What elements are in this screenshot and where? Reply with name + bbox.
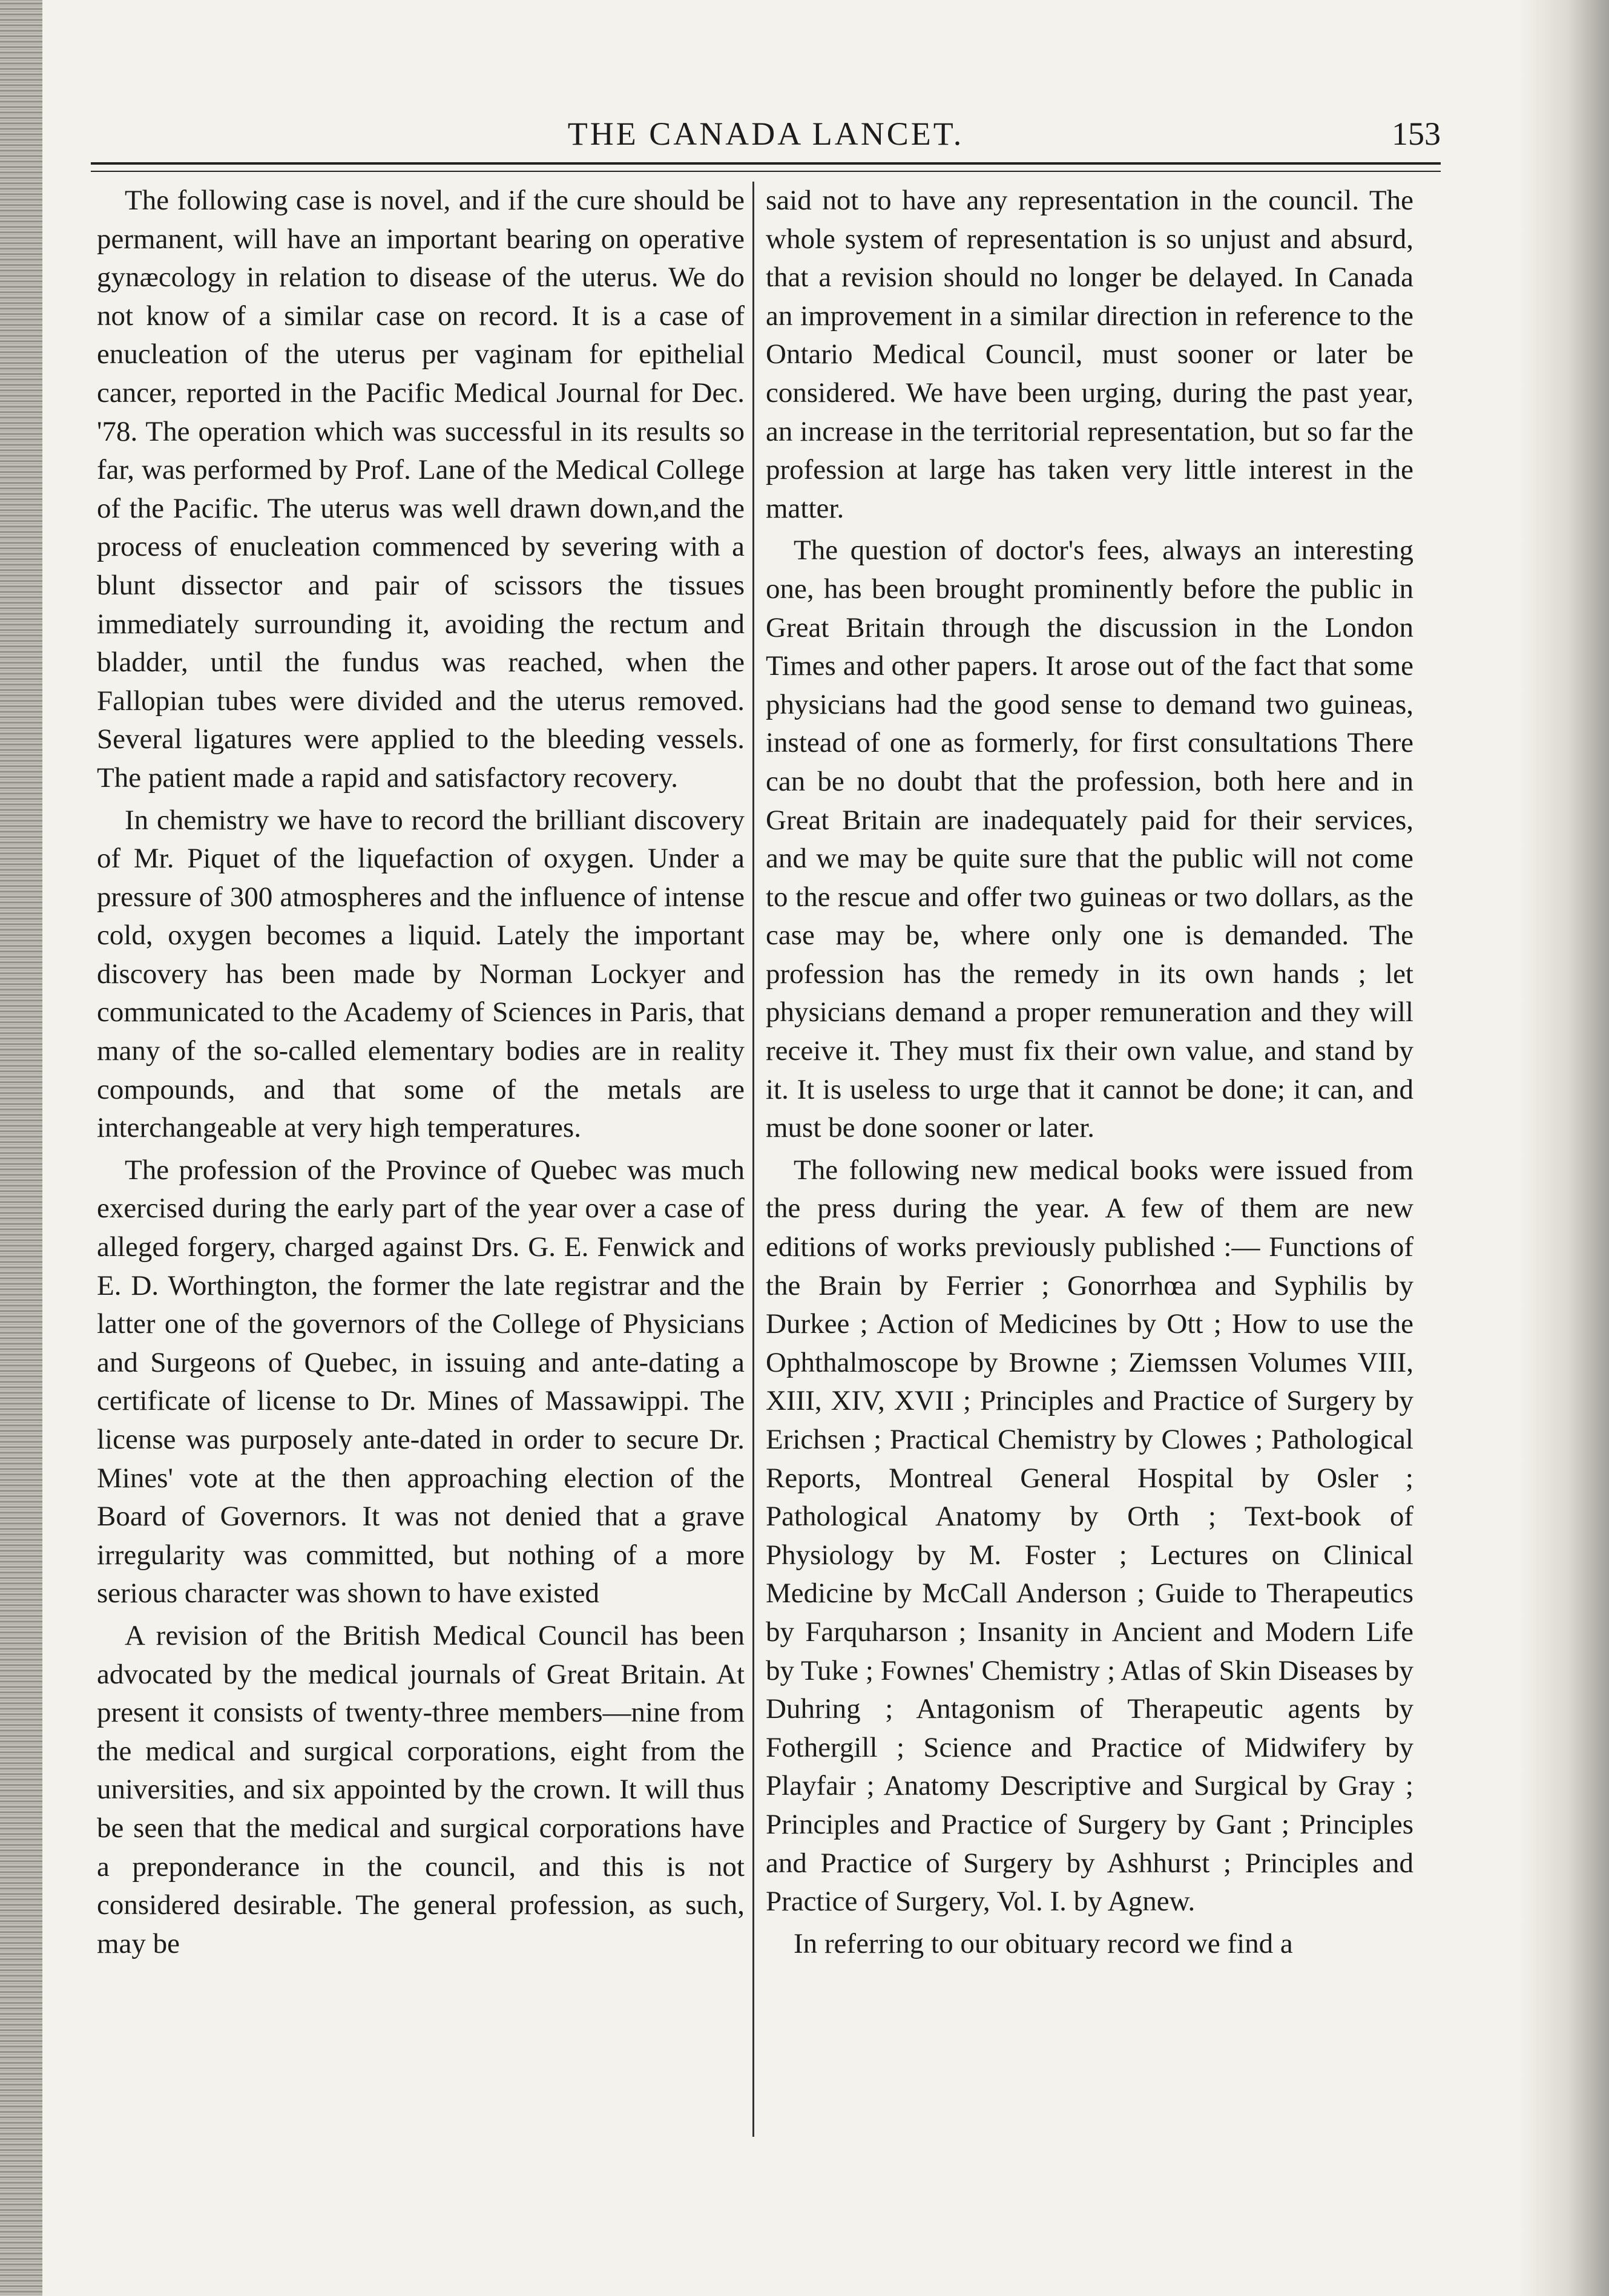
page-number: 153 [1392, 116, 1441, 152]
header-rule [91, 162, 1441, 165]
paragraph-obituary: In referring to our obituary record we find a [794, 1927, 1293, 1959]
paragraph-representation: said not to have any representation in the council. The whole system of representation is so unjust and absurd, that a revision should no longer be delayed. In Canada an improvement in a similar direction in reference to the Ontario Medical Council, must sooner or later be considered. We have been urging, during the past year, an increase in the territorial representation, but so far the profession at large has taken very little interest in the matter. [766, 185, 1413, 524]
page-header [91, 109, 1441, 157]
running-title: THE CANADA LANCET. [567, 116, 964, 152]
page-right-edge-shadow [1518, 0, 1609, 2296]
left-column [97, 182, 745, 2143]
paragraph-new-books: The following new medical books were issued from the press during the year. A few of them are new editions of works previously published :— Functions of the Brain by Ferrier ; Gonorrhœa and Syphilis by Durkee ; Action of Medicines by Ott ; How to use the Ophthalmoscope by Browne ; Ziemssen Volumes VIII, XIII, XIV, XVII ; Principles and Practice of Surgery by Erichsen ; Practical Chemistry by Clowes ; Pathological Reports, Montreal General Hospital by Osler ; Pathological Anatomy by Orth ; Text-book of Physiology by M. Foster ; Lectures on Clinical Medicine by McCall Anderson ; Guide to Therapeutics by Farquharson ; Insanity in Ancient and Modern Life by Tuke ; Fownes' Chemistry ; Atlas of Skin Diseases by Duhring ; Antagonism of Therapeutic agents by Fothergill ; Science and Practice of Midwifery by Playfair ; Anatomy Descriptive and Surgical by Gray ; Principles and Practice of Surgery by Gant ; Principles and Practice of Surgery by Ashhurst ; Principles and Practice of Surgery, Vol. I. by Agnew. [766, 1154, 1413, 1918]
paragraph-medical-council: A revision of the British Medical Council has been advocated by the medical journals of Great Britain. At present it consists of twenty-three members—nine from the medical and surgical corporations, eight from the universities, and six appointed by the crown. It will thus be seen that the medical and surgical corporations have a preponderance in the council, and this is not considered desirable. The general profession, as such, may be [97, 1619, 745, 1959]
paragraph-hysterectomy-case: The following case is novel, and if the cure should be permanent, will have an important bearing on operative gynæcology in relation to disease of the uterus. We do not know of a similar case on record. It is a case of enucleation of the uterus per vaginam for epithelial cancer, reported in the Pacific Medical Journal for Dec. '78. The operation which was successful in its results so far, was performed by Prof. Lane of the Medical College of the Pacific. The uterus was well drawn down,and the process of enucleation commenced by severing with a blunt dissector and pair of scissors the tissues immediately surrounding it, avoiding the rectum and bladder, until the fundus was reached, when the Fallopian tubes were divided and the uterus removed. Several ligatures were applied to the bleeding vessels. The patient made a rapid and satisfactory recovery. [97, 185, 745, 794]
paragraph-doctors-fees: The question of doctor's fees, always an interesting one, has been brought prominently before the public in Great Britain through the discussion in the London Times and other papers. It arose out of the fact that some physicians had the good sense to demand two guineas, instead of one as formerly, for first consultations There can be no doubt that the profession, both here and in Great Britain are inadequately paid for their services, and we may be quite sure that the public will not come to the rescue and offer two guineas or two dollars, as the case may be, where only one is demanded. The profession has the remedy in its own hands ; let physicians demand a proper remuneration and they will receive it. They must fix their own value, and stand by it. It is useless to urge that it cannot be done; it can, and must be done sooner or later. [766, 535, 1413, 1144]
right-column [766, 182, 1413, 2143]
page-binding-edge [0, 0, 42, 2296]
paragraph-quebec-forgery: The profession of the Province of Quebec was much exercised during the early part of the year over a case of alleged forgery, charged against Drs. G. E. Fenwick and E. D. Worthington, the former the late registrar and the latter one of the governors of the College of Physicians and Surgeons of Quebec, in issuing and ante-dating a certificate of license to Dr. Mines of Massawippi. The license was purposely ante-dated in order to secure Dr. Mines' vote at the then approaching election of the Board of Governors. It was not denied that a grave irregularity was committed, but nothing of a more serious character was shown to have existed [97, 1154, 745, 1610]
paragraph-chemistry: In chemistry we have to record the brilliant discovery of Mr. Piquet of the liquefaction of oxygen. Under a pressure of 300 atmospheres and the influence of intense cold, oxygen becomes a liquid. Lately the important discovery has been made by Norman Lockyer and communicated to the Academy of Sciences in Paris, that many of the so-called elementary bodies are in reality compounds, and that some of the metals are interchangeable at very high temperatures. [97, 804, 745, 1144]
column-divider [752, 182, 754, 2137]
header-rule-thin [91, 171, 1441, 172]
